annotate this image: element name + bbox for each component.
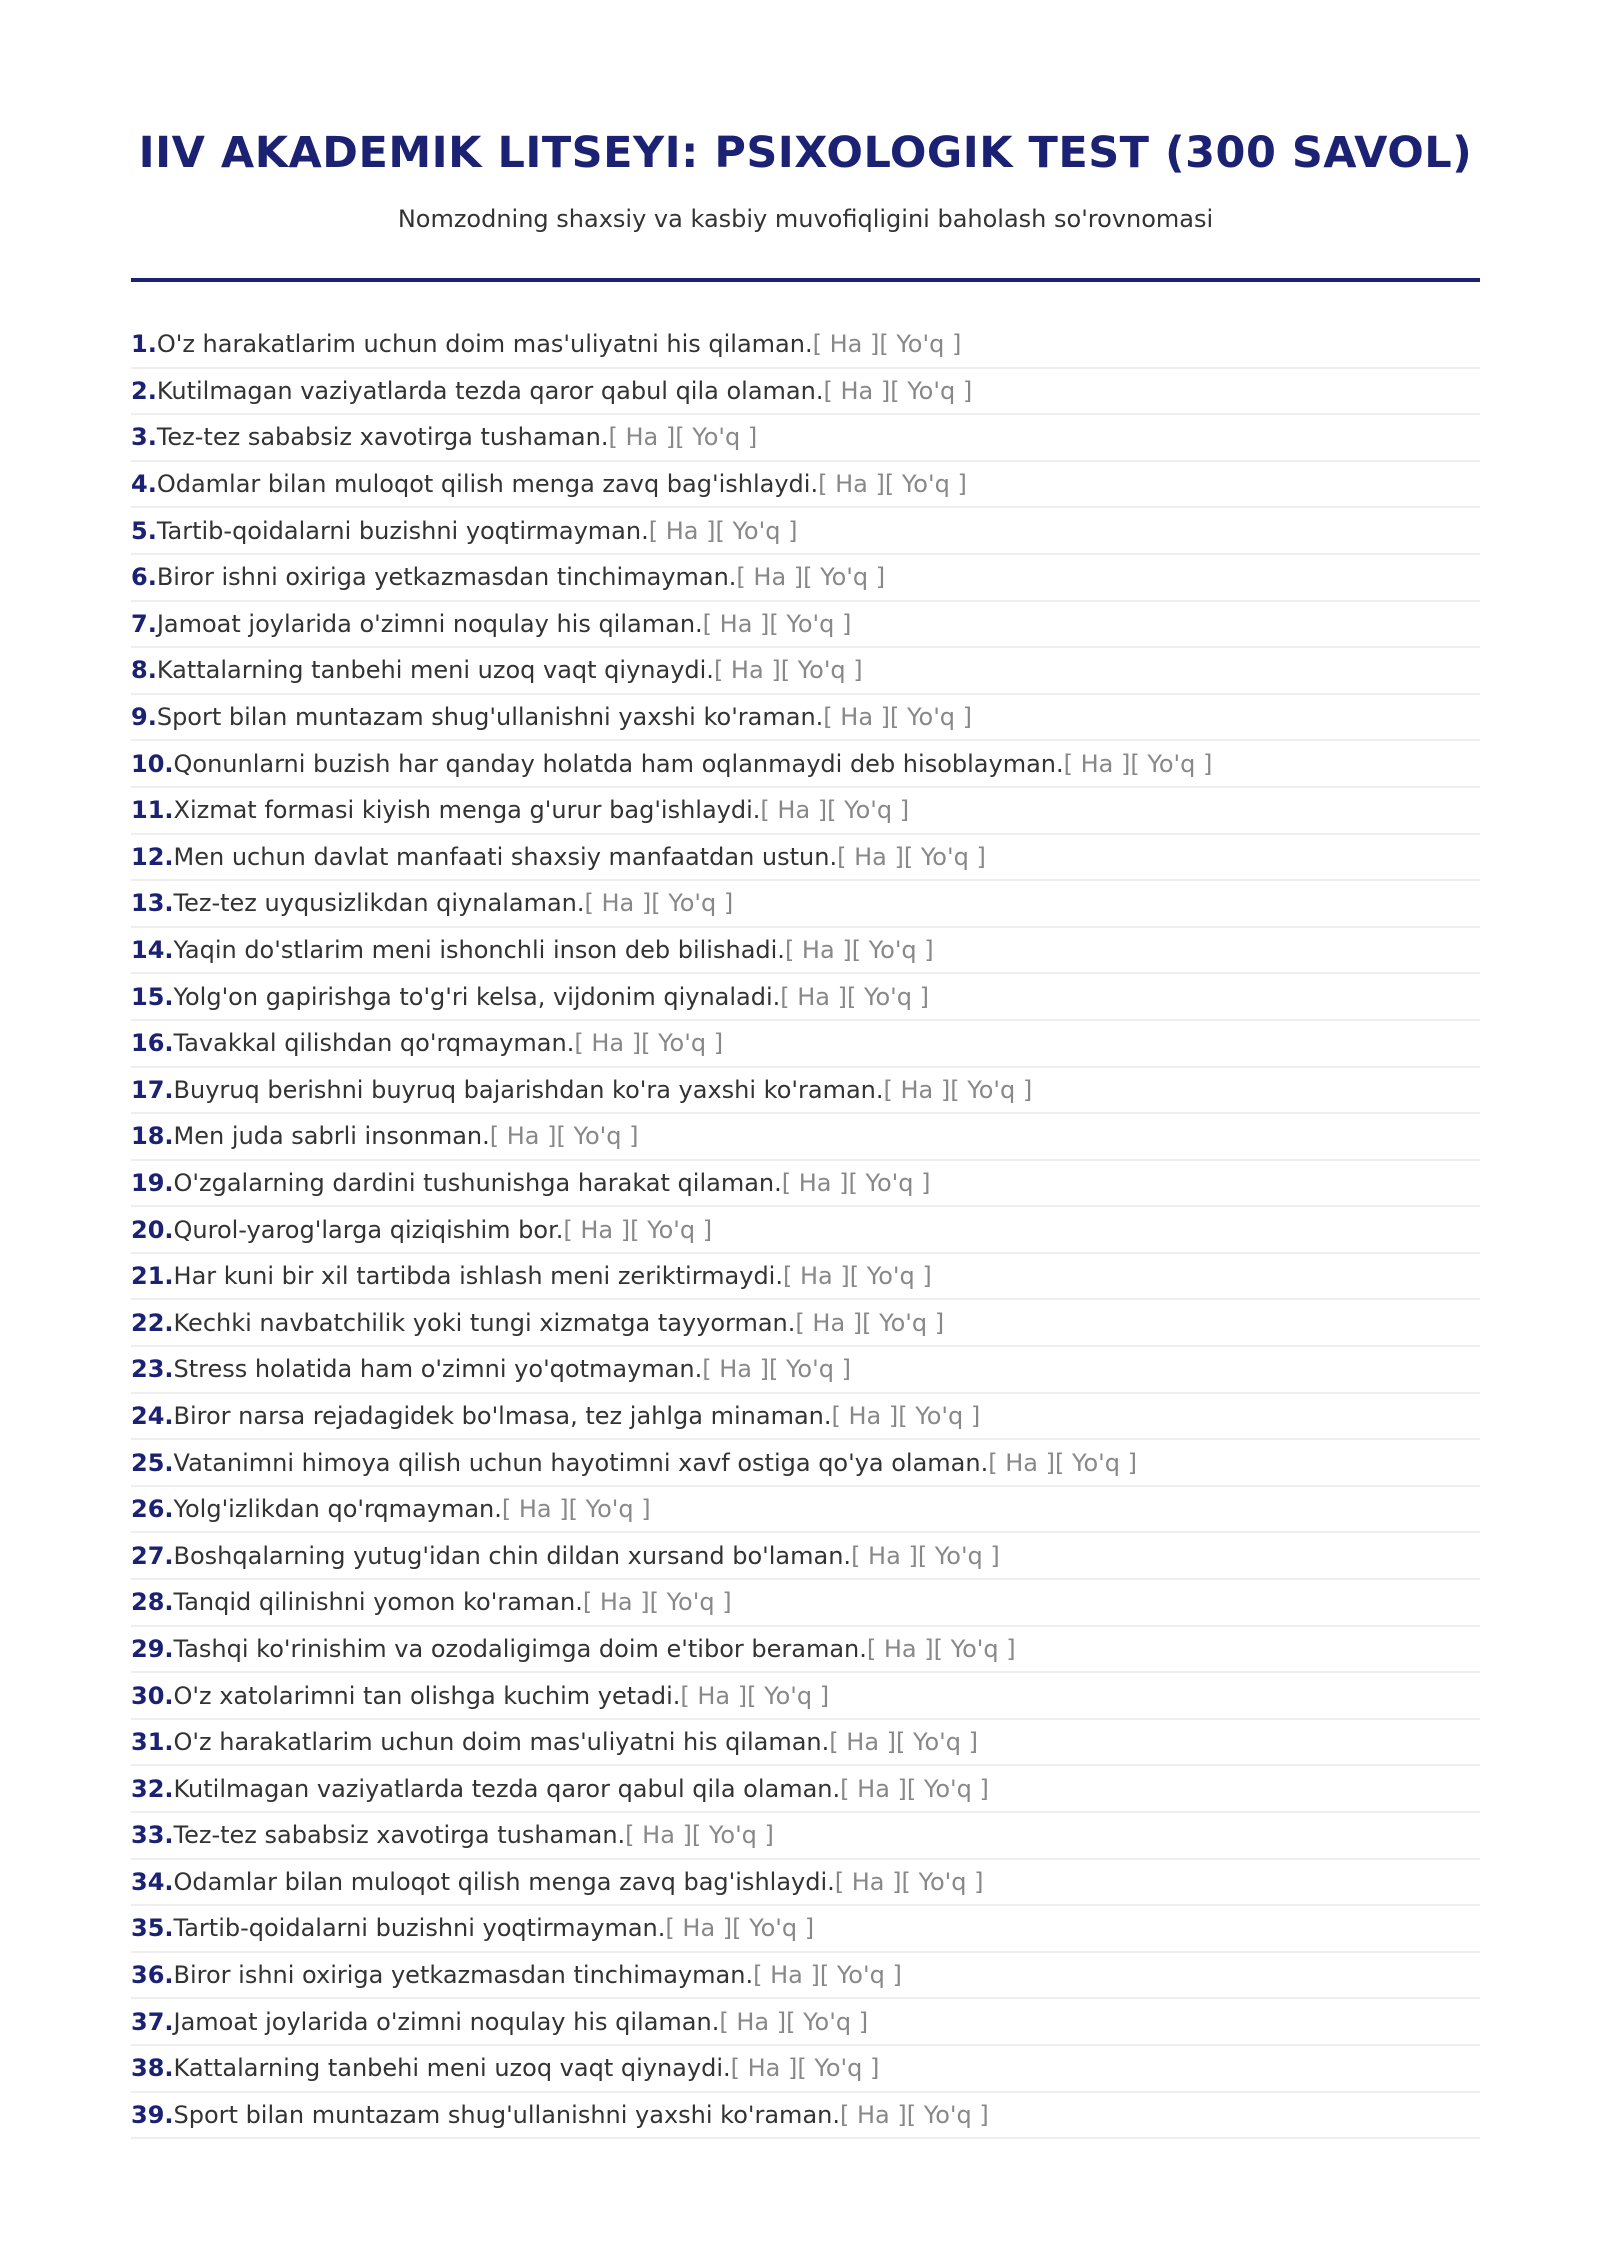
answer-yes-option[interactable]: [ Ha ] bbox=[574, 1029, 642, 1058]
answer-no-option[interactable]: [ Yo'q ] bbox=[849, 1262, 932, 1291]
question-text: Tez-tez sababsiz xavotirga tushaman. bbox=[156, 423, 609, 452]
question-row bbox=[131, 1114, 1480, 1161]
question-text: Yolg'izlikdan qo'rqmayman. bbox=[173, 1495, 502, 1524]
question-number: 24. bbox=[131, 1401, 174, 1430]
question-number: 3. bbox=[131, 423, 157, 452]
answer-no-option[interactable]: [ Yo'q ] bbox=[780, 656, 863, 685]
question-row bbox=[131, 1766, 1480, 1813]
question-text: Biror ishni oxiriga yetkazmasdan tinchimayman. bbox=[173, 1961, 754, 1990]
answer-no-option[interactable]: [ Yo'q ] bbox=[890, 703, 973, 732]
question-row bbox=[131, 881, 1480, 928]
answer-yes-option[interactable]: [ Ha ] bbox=[795, 1308, 863, 1337]
question-text: Tez-tez sababsiz xavotirga tushaman. bbox=[173, 1821, 626, 1850]
question-number: 30. bbox=[131, 1681, 174, 1710]
answer-no-option[interactable]: [ Yo'q ] bbox=[950, 1075, 1033, 1104]
answer-yes-option[interactable]: [ Ha ] bbox=[736, 563, 804, 592]
question-number: 11. bbox=[131, 796, 174, 825]
answer-no-option[interactable]: [ Yo'q ] bbox=[556, 1122, 639, 1151]
answer-no-option[interactable]: [ Yo'q ] bbox=[906, 2100, 989, 2129]
answer-no-option[interactable]: [ Yo'q ] bbox=[903, 842, 986, 871]
question-number: 10. bbox=[131, 749, 174, 778]
answer-no-option[interactable]: [ Yo'q ] bbox=[732, 1914, 815, 1943]
question-row bbox=[131, 974, 1480, 1021]
answer-yes-option[interactable]: [ Ha ] bbox=[625, 1821, 692, 1850]
question-text: Men uchun davlat manfaati shaxsiy manfaatdan ustun. bbox=[173, 842, 838, 871]
question-text: Tashqi ko'rinishim va ozodaligimga doim e'tibor beraman. bbox=[173, 1634, 867, 1663]
question-text: Tartib-qoidalarni buzishni yoqtirmayman. bbox=[156, 516, 649, 545]
answer-yes-option[interactable]: [ Ha ] bbox=[812, 330, 880, 359]
question-row bbox=[131, 2093, 1480, 2140]
answer-yes-option[interactable]: [ Ha ] bbox=[851, 1541, 918, 1570]
question-text: Kutilmagan vaziyatlarda tezda qaror qabul qila olaman. bbox=[156, 376, 824, 405]
answer-yes-option[interactable]: [ Ha ] bbox=[489, 1122, 557, 1151]
question-text: Tavakkal qilishdan qo'rqmayman. bbox=[173, 1029, 575, 1058]
question-text: Har kuni bir xil tartibda ishlash meni zeriktirmaydi. bbox=[173, 1262, 783, 1291]
question-row bbox=[131, 648, 1480, 695]
question-text: Qonunlarni buzish har qanday holatda ham oqlanmaydi deb hisoblayman. bbox=[173, 749, 1064, 778]
question-text: Kattalarning tanbehi meni uzoq vaqt qiynaydi. bbox=[156, 656, 714, 685]
question-number: 23. bbox=[131, 1355, 174, 1384]
question-number: 28. bbox=[131, 1588, 174, 1617]
question-row bbox=[131, 508, 1480, 555]
question-text: Biror ishni oxiriga yetkazmasdan tinchimayman. bbox=[156, 563, 737, 592]
question-number: 26. bbox=[131, 1495, 174, 1524]
question-text: Boshqalarning yutug'idan chin dildan xursand bo'laman. bbox=[173, 1541, 852, 1570]
question-text: Jamoat joylarida o'zimni noqulay his qilaman. bbox=[156, 609, 703, 638]
question-row bbox=[131, 462, 1480, 509]
question-number: 21. bbox=[131, 1262, 174, 1291]
question-row bbox=[131, 1440, 1480, 1487]
question-row bbox=[131, 1161, 1480, 1208]
answer-no-option[interactable]: [ Yo'q ] bbox=[1054, 1448, 1137, 1477]
question-text: O'z harakatlarim uchun doim mas'uliyatni his qilaman. bbox=[173, 1728, 830, 1757]
question-number: 15. bbox=[131, 982, 174, 1011]
question-text: Sport bilan muntazam shug'ullanishni yaxshi ko'raman. bbox=[173, 2100, 840, 2129]
question-row bbox=[131, 1021, 1480, 1068]
question-number: 17. bbox=[131, 1075, 174, 1104]
question-number: 29. bbox=[131, 1634, 174, 1663]
answer-no-option[interactable]: [ Yo'q ] bbox=[649, 1588, 732, 1617]
question-number: 2. bbox=[131, 376, 157, 405]
answer-yes-option[interactable]: [ Ha ] bbox=[501, 1495, 569, 1524]
question-number: 39. bbox=[131, 2100, 174, 2129]
question-text: Yaqin do'stlarim meni ishonchli inson deb bilishadi. bbox=[173, 936, 785, 965]
question-row bbox=[131, 928, 1480, 975]
answer-no-option[interactable]: [ Yo'q ] bbox=[884, 470, 967, 499]
answer-yes-option[interactable]: [ Ha ] bbox=[702, 609, 770, 638]
question-row bbox=[131, 1860, 1480, 1907]
answer-yes-option[interactable]: [ Ha ] bbox=[784, 936, 852, 965]
question-text: O'z xatolarimni tan olishga kuchim yetadi. bbox=[173, 1681, 681, 1710]
question-text: Xizmat formasi kiyish menga g'urur bag'ishlaydi. bbox=[173, 796, 761, 825]
answer-yes-option[interactable]: [ Ha ] bbox=[648, 516, 716, 545]
answer-yes-option[interactable]: [ Ha ] bbox=[823, 703, 891, 732]
question-number: 33. bbox=[131, 1821, 174, 1850]
question-text: Tez-tez uyqusizlikdan qiynalaman. bbox=[173, 889, 585, 918]
question-number: 8. bbox=[131, 656, 157, 685]
question-row bbox=[131, 1300, 1480, 1347]
question-text: O'z harakatlarim uchun doim mas'uliyatni his qilaman. bbox=[156, 330, 813, 359]
question-number: 1. bbox=[131, 330, 157, 359]
answer-no-option[interactable]: [ Yo'q ] bbox=[691, 1821, 774, 1850]
answer-no-option[interactable]: [ Yo'q ] bbox=[651, 889, 734, 918]
question-number: 7. bbox=[131, 609, 157, 638]
answer-yes-option[interactable]: [ Ha ] bbox=[730, 2054, 798, 2083]
answer-yes-option[interactable]: [ Ha ] bbox=[840, 1774, 907, 1803]
answer-no-option[interactable]: [ Yo'q ] bbox=[827, 796, 910, 825]
question-text: Tartib-qoidalarni buzishni yoqtirmayman. bbox=[173, 1914, 666, 1943]
question-row bbox=[131, 1953, 1480, 2000]
answer-no-option[interactable]: [ Yo'q ] bbox=[1130, 749, 1213, 778]
question-number: 6. bbox=[131, 563, 157, 592]
question-text: Yolg'on gapirishga to'g'ri kelsa, vijdonim qiynaladi. bbox=[173, 982, 781, 1011]
answer-no-option[interactable]: [ Yo'q ] bbox=[747, 1681, 830, 1710]
answer-yes-option[interactable]: [ Ha ] bbox=[760, 796, 828, 825]
question-number: 37. bbox=[131, 2007, 174, 2036]
question-row bbox=[131, 1207, 1480, 1254]
question-number: 19. bbox=[131, 1168, 174, 1197]
header-divider bbox=[131, 278, 1480, 282]
answer-yes-option[interactable]: [ Ha ] bbox=[719, 2007, 787, 2036]
answer-no-option[interactable]: [ Yo'q ] bbox=[786, 2007, 869, 2036]
answer-yes-option[interactable]: [ Ha ] bbox=[1063, 749, 1131, 778]
answer-no-option[interactable]: [ Yo'q ] bbox=[933, 1634, 1016, 1663]
answer-no-option[interactable]: [ Yo'q ] bbox=[819, 1961, 902, 1990]
page-subtitle: Nomzodning shaxsiy va kasbiy muvofiqligini baholash so'rovnomasi bbox=[397, 205, 1214, 233]
answer-no-option[interactable]: [ Yo'q ] bbox=[862, 1308, 945, 1337]
question-row bbox=[131, 1533, 1480, 1580]
question-number: 25. bbox=[131, 1448, 174, 1477]
answer-no-option[interactable]: [ Yo'q ] bbox=[896, 1728, 979, 1757]
question-row bbox=[131, 369, 1480, 416]
question-list bbox=[131, 322, 1480, 2139]
question-number: 35. bbox=[131, 1914, 174, 1943]
answer-yes-option[interactable]: [ Ha ] bbox=[837, 842, 904, 871]
answer-yes-option[interactable]: [ Ha ] bbox=[753, 1961, 820, 1990]
answer-no-option[interactable]: [ Yo'q ] bbox=[906, 1774, 989, 1803]
question-row bbox=[131, 415, 1480, 462]
answer-yes-option[interactable]: [ Ha ] bbox=[702, 1355, 769, 1384]
question-number: 14. bbox=[131, 936, 174, 965]
question-row bbox=[131, 1068, 1480, 1115]
answer-yes-option[interactable]: [ Ha ] bbox=[818, 470, 885, 499]
question-row bbox=[131, 1720, 1480, 1767]
page-title: IIV AKADEMIK LITSEYI: PSIXOLOGIK TEST (300 SAVOL) bbox=[138, 128, 1473, 178]
question-number: 12. bbox=[131, 842, 174, 871]
question-text: Kattalarning tanbehi meni uzoq vaqt qiynaydi. bbox=[173, 2054, 731, 2083]
answer-yes-option[interactable]: [ Ha ] bbox=[866, 1634, 934, 1663]
question-text: Buyruq berishni buyruq bajarishdan ko'ra yaxshi ko'raman. bbox=[173, 1075, 884, 1104]
answer-yes-option[interactable]: [ Ha ] bbox=[831, 1401, 899, 1430]
answer-yes-option[interactable]: [ Ha ] bbox=[584, 889, 652, 918]
question-row bbox=[131, 835, 1480, 882]
answer-no-option[interactable]: [ Yo'q ] bbox=[917, 1541, 1000, 1570]
question-row bbox=[131, 1627, 1480, 1674]
question-text: Qurol-yarog'larga qiziqishim bor. bbox=[173, 1215, 564, 1244]
answer-no-option[interactable]: [ Yo'q ] bbox=[768, 1355, 851, 1384]
question-row bbox=[131, 1813, 1480, 1860]
answer-no-option[interactable]: [ Yo'q ] bbox=[769, 609, 852, 638]
question-row bbox=[131, 322, 1480, 369]
question-number: 4. bbox=[131, 470, 157, 499]
question-number: 31. bbox=[131, 1728, 174, 1757]
question-text: Biror narsa rejadagidek bo'lmasa, tez jahlga minaman. bbox=[173, 1401, 832, 1430]
question-text: Vatanimni himoya qilish uchun hayotimni xavf ostiga qo'ya olaman. bbox=[173, 1448, 989, 1477]
answer-yes-option[interactable]: [ Ha ] bbox=[988, 1448, 1055, 1477]
question-row bbox=[131, 1580, 1480, 1627]
question-number: 36. bbox=[131, 1961, 174, 1990]
answer-no-option[interactable]: [ Yo'q ] bbox=[890, 376, 973, 405]
question-text: Stress holatida ham o'zimni yo'qotmayman. bbox=[173, 1355, 703, 1384]
question-text: O'zgalarning dardini tushunishga harakat qilaman. bbox=[173, 1168, 782, 1197]
answer-no-option[interactable]: [ Yo'q ] bbox=[879, 330, 962, 359]
answer-yes-option[interactable]: [ Ha ] bbox=[665, 1914, 733, 1943]
question-number: 18. bbox=[131, 1122, 174, 1151]
answer-no-option[interactable]: [ Yo'q ] bbox=[901, 1867, 984, 1896]
question-text: Men juda sabrli insonman. bbox=[173, 1122, 490, 1151]
question-row bbox=[131, 1347, 1480, 1394]
question-row bbox=[131, 741, 1480, 788]
answer-yes-option[interactable]: [ Ha ] bbox=[883, 1075, 951, 1104]
question-text: Sport bilan muntazam shug'ullanishni yaxshi ko'raman. bbox=[156, 703, 824, 732]
question-text: Odamlar bilan muloqot qilish menga zavq bag'ishlaydi. bbox=[156, 470, 819, 499]
question-text: Kechki navbatchilik yoki tungi xizmatga tayyorman. bbox=[173, 1308, 796, 1337]
answer-no-option[interactable]: [ Yo'q ] bbox=[675, 423, 758, 452]
question-text: Tanqid qilinishni yomon ko'raman. bbox=[173, 1588, 583, 1617]
question-number: 5. bbox=[131, 516, 157, 545]
answer-yes-option[interactable]: [ Ha ] bbox=[780, 982, 848, 1011]
answer-no-option[interactable]: [ Yo'q ] bbox=[898, 1401, 981, 1430]
question-row bbox=[131, 1906, 1480, 1953]
question-row bbox=[131, 1487, 1480, 1534]
question-number: 32. bbox=[131, 1774, 174, 1803]
answer-no-option[interactable]: [ Yo'q ] bbox=[715, 516, 798, 545]
question-row bbox=[131, 555, 1480, 602]
question-number: 16. bbox=[131, 1029, 174, 1058]
answer-yes-option[interactable]: [ Ha ] bbox=[829, 1728, 897, 1757]
answer-no-option[interactable]: [ Yo'q ] bbox=[851, 936, 934, 965]
question-number: 27. bbox=[131, 1541, 174, 1570]
question-row bbox=[131, 1999, 1480, 2046]
question-row bbox=[131, 602, 1480, 649]
question-number: 34. bbox=[131, 1867, 174, 1896]
question-number: 38. bbox=[131, 2054, 174, 2083]
question-row bbox=[131, 2046, 1480, 2093]
question-number: 13. bbox=[131, 889, 174, 918]
answer-yes-option[interactable]: [ Ha ] bbox=[781, 1168, 849, 1197]
answer-yes-option[interactable]: [ Ha ] bbox=[834, 1867, 902, 1896]
question-text: Odamlar bilan muloqot qilish menga zavq bag'ishlaydi. bbox=[173, 1867, 835, 1896]
answer-no-option[interactable]: [ Yo'q ] bbox=[803, 563, 886, 592]
answer-yes-option[interactable]: [ Ha ] bbox=[563, 1215, 631, 1244]
question-number: 22. bbox=[131, 1308, 174, 1337]
question-text: Kutilmagan vaziyatlarda tezda qaror qabul qila olaman. bbox=[173, 1774, 841, 1803]
question-row bbox=[131, 695, 1480, 742]
answer-yes-option[interactable]: [ Ha ] bbox=[782, 1262, 850, 1291]
answer-yes-option[interactable]: [ Ha ] bbox=[839, 2100, 907, 2129]
question-row bbox=[131, 1254, 1480, 1301]
question-number: 20. bbox=[131, 1215, 174, 1244]
answer-no-option[interactable]: [ Yo'q ] bbox=[641, 1029, 724, 1058]
answer-yes-option[interactable]: [ Ha ] bbox=[823, 376, 891, 405]
answer-no-option[interactable]: [ Yo'q ] bbox=[568, 1495, 651, 1524]
answer-no-option[interactable]: [ Yo'q ] bbox=[630, 1215, 713, 1244]
answer-yes-option[interactable]: [ Ha ] bbox=[582, 1588, 650, 1617]
question-row bbox=[131, 788, 1480, 835]
question-row bbox=[131, 1673, 1480, 1720]
question-row bbox=[131, 1394, 1480, 1441]
answer-yes-option[interactable]: [ Ha ] bbox=[680, 1681, 748, 1710]
answer-no-option[interactable]: [ Yo'q ] bbox=[797, 2054, 880, 2083]
answer-yes-option[interactable]: [ Ha ] bbox=[713, 656, 781, 685]
answer-yes-option[interactable]: [ Ha ] bbox=[608, 423, 676, 452]
question-number: 9. bbox=[131, 703, 157, 732]
question-text: Jamoat joylarida o'zimni noqulay his qilaman. bbox=[173, 2007, 720, 2036]
answer-no-option[interactable]: [ Yo'q ] bbox=[847, 982, 929, 1011]
answer-no-option[interactable]: [ Yo'q ] bbox=[848, 1168, 931, 1197]
